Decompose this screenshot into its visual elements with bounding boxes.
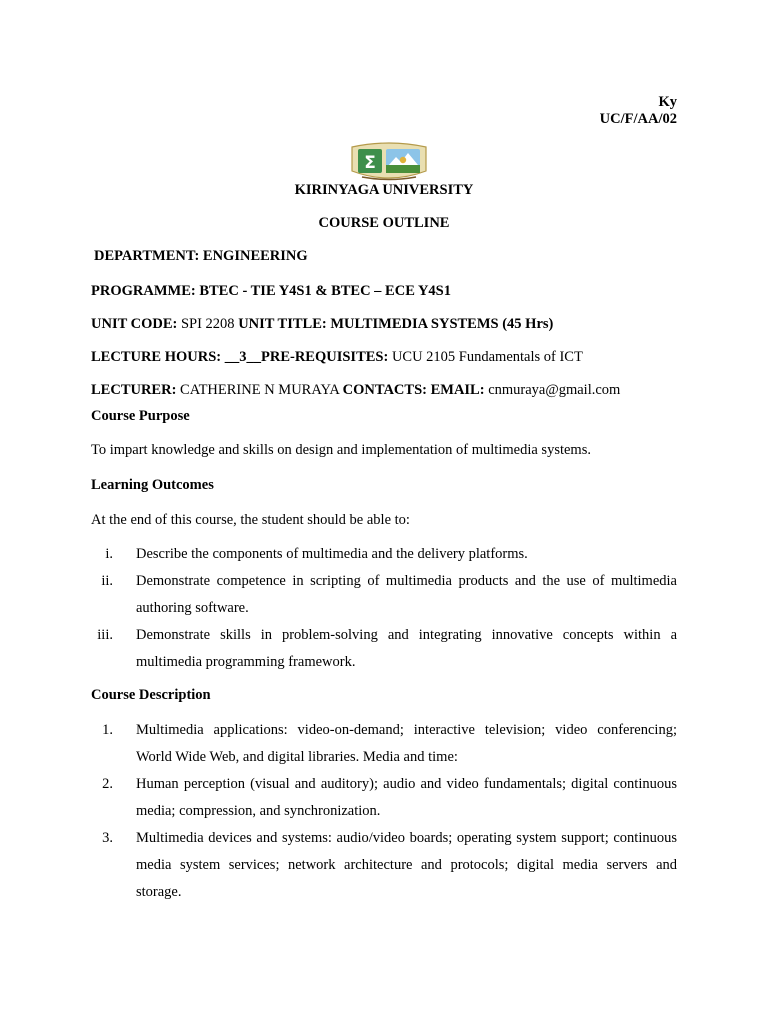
list-item: [91, 717, 677, 771]
lecturer-email: cnmuraya@gmail.com: [488, 382, 621, 398]
department-value: ENGINEERING: [202, 248, 308, 264]
lecturer-label: LECTURER:: [91, 382, 177, 398]
list-item: [91, 825, 677, 906]
unit-code-value: SPI 2208: [180, 316, 235, 332]
learning-outcomes-list: [91, 541, 677, 676]
list-item-text: Describe the components of multimedia and the delivery platforms.: [136, 546, 528, 562]
learning-outcomes-heading: Learning Outcomes: [91, 477, 214, 493]
list-item-text: Multimedia devices and systems: audio/video boards; operating system support; continuous media system services; network architecture and protocols; digital media servers and storage.: [136, 830, 677, 900]
lecturer-line: [91, 382, 677, 399]
list-item-text: Demonstrate competence in scripting of multimedia products and the use of multimedia authoring software.: [136, 573, 677, 616]
list-marker: iii.: [97, 627, 113, 643]
department-line: [94, 248, 680, 265]
programme-label: PROGRAMME:: [91, 283, 196, 299]
list-marker: 1.: [102, 722, 113, 738]
unit-line: [91, 316, 677, 333]
lecture-hours-label: LECTURE HOURS:: [91, 349, 222, 365]
list-item-text: Human perception (visual and auditory); audio and video fundamentals; digital continuous media; compression, and synchronization.: [136, 776, 677, 819]
list-item: [91, 568, 677, 622]
contacts-label: CONTACTS: EMAIL:: [342, 382, 485, 398]
course-purpose-text: To impart knowledge and skills on design and implementation of multimedia systems.: [91, 442, 591, 458]
list-marker: 3.: [102, 830, 113, 846]
department-label: DEPARTMENT:: [94, 248, 200, 264]
list-item: [91, 541, 677, 568]
prerequisites-label: PRE-REQUISITES:: [261, 349, 389, 365]
list-item-text: Demonstrate skills in problem-solving and integrating innovative concepts within a multimedia programming framework.: [136, 627, 677, 670]
list-marker: ii.: [101, 573, 113, 589]
unit-title-label: UNIT TITLE:: [238, 316, 327, 332]
prerequisites-value: UCU 2105 Fundamentals of ICT: [391, 349, 583, 365]
course-description-list: [91, 717, 677, 906]
list-item-text: Multimedia applications: video-on-demand; interactive television; video conferencing; World Wide Web, and digital libraries. Media and time:: [136, 722, 677, 765]
lecturer-name: CATHERINE N MURAYA: [180, 382, 340, 398]
unit-title-value: MULTIMEDIA SYSTEMS (45 Hrs): [330, 316, 554, 332]
list-item: [91, 771, 677, 825]
list-item: [91, 622, 677, 676]
svg-text:Σ: Σ: [364, 153, 376, 173]
list-marker: 2.: [102, 776, 113, 792]
form-code-ref: UC/F/AA/02: [599, 111, 677, 127]
programme-line: [91, 283, 677, 300]
university-name: KIRINYAGA UNIVERSITY: [294, 182, 474, 198]
document-title: COURSE OUTLINE: [318, 215, 450, 231]
unit-code-label: UNIT CODE:: [91, 316, 178, 332]
list-marker: i.: [105, 546, 113, 562]
programme-value: BTEC - TIE Y4S1 & BTEC – ECE Y4S1: [199, 283, 451, 299]
learning-outcomes-intro: At the end of this course, the student should be able to:: [91, 512, 410, 528]
lecture-hours-value: __3__: [224, 349, 261, 365]
course-description-heading: Course Description: [91, 687, 211, 703]
lecture-hours-line: [91, 349, 677, 366]
form-code-ky: Ky: [658, 94, 677, 110]
course-purpose-heading: Course Purpose: [91, 408, 190, 424]
kirinyaga-university-logo: [348, 141, 430, 183]
